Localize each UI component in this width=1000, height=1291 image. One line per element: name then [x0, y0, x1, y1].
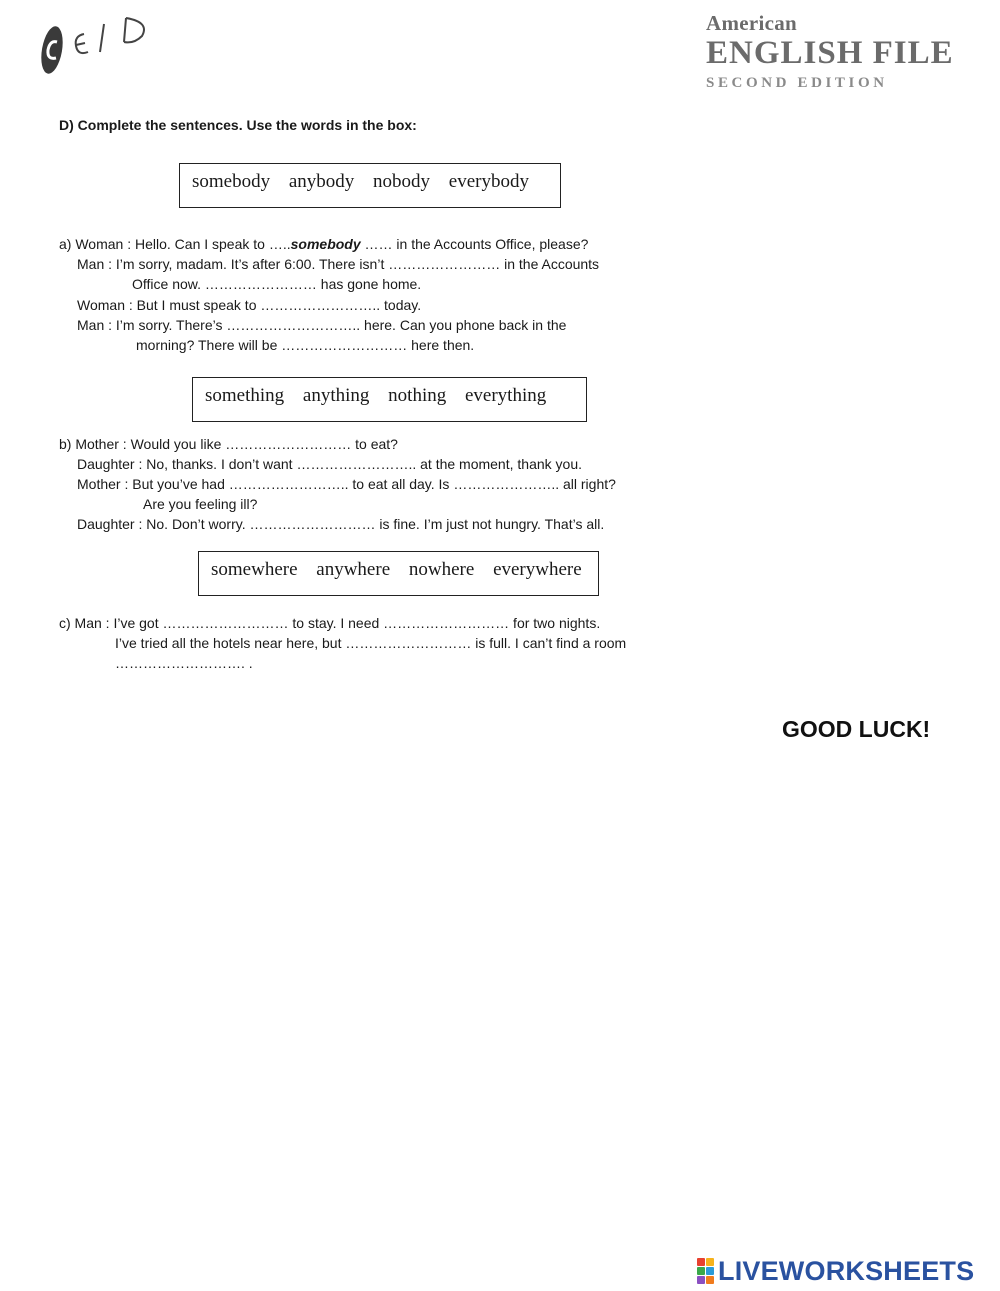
dialogue-line: Daughter : No, thanks. I don’t want …………………….. at the moment, thank you.	[77, 456, 582, 472]
box-word: everything	[464, 385, 547, 406]
dialogue-line: ………………………. .	[115, 655, 253, 671]
dialogue-line: Man : I’m sorry. There’s ……………………….. here. Can you phone back in the	[77, 317, 567, 333]
dialogue-line: Daughter : No. Don’t worry. ……………………… is fine. I’m just not hungry. That’s all.	[77, 516, 605, 532]
exercise-heading: D) Complete the sentences. Use the words in the box:	[59, 117, 417, 133]
english-file-brand	[706, 12, 954, 92]
box-word: everybody	[448, 171, 529, 192]
box-word: somewhere	[211, 559, 298, 580]
word-box-something	[192, 377, 587, 422]
example-answer: somebody	[290, 236, 361, 252]
dialogue-line: morning? There will be ……………………… here then.	[136, 337, 475, 353]
dialogue-line: Are you feeling ill?	[143, 496, 258, 512]
good-luck-text: GOOD LUCK!	[782, 716, 931, 742]
word-box-somebody	[179, 163, 561, 208]
dialogue-line: Office now. …………………… has gone home.	[132, 276, 422, 292]
box-word: something	[205, 385, 285, 406]
box-word: anybody	[288, 171, 355, 192]
dialogue-line: I’ve tried all the hotels near here, but ……………………… is full. I can’t find a room	[115, 635, 627, 651]
box-word: nobody	[373, 171, 431, 192]
dialogue-line: Mother : But you’ve had …………………….. to eat all day. Is ………………….. all right?	[77, 476, 616, 492]
ceid-logo	[38, 12, 158, 82]
dialogue-text: a) Woman : Hello. Can I speak to …..	[59, 236, 291, 252]
dialogue-line: Woman : But I must speak to …………………….. today.	[77, 297, 422, 313]
box-word: everywhere	[493, 559, 582, 580]
liveworksheets-wordmark: LIVEWORKSHEETS	[718, 1256, 975, 1286]
brand-american: American	[706, 11, 798, 35]
dialogue-line: Man : I’m sorry, madam. It’s after 6:00. There isn’t …………………… in the Accounts	[77, 256, 600, 272]
box-word: anything	[302, 385, 370, 406]
word-box-somewhere	[198, 551, 599, 596]
box-word: anywhere	[316, 559, 391, 580]
ceid-logo-icon	[38, 12, 158, 82]
brand-english-file: ENGLISH FILE	[706, 35, 954, 71]
dialogue-line: c) Man : I’ve got ……………………… to stay. I need ……………………… for two nights.	[59, 615, 601, 631]
liveworksheets-logo	[697, 1256, 974, 1286]
box-word: nowhere	[408, 559, 475, 580]
dialogue-line	[59, 236, 588, 252]
box-word: nothing	[388, 385, 447, 406]
brand-second-edition: SECOND EDITION	[706, 75, 888, 91]
box-word: somebody	[192, 171, 271, 192]
liveworksheets-mark-icon	[697, 1258, 714, 1284]
dialogue-line: b) Mother : Would you like ……………………… to eat?	[59, 436, 398, 452]
dialogue-text: …… in the Accounts Office, please?	[360, 236, 589, 252]
